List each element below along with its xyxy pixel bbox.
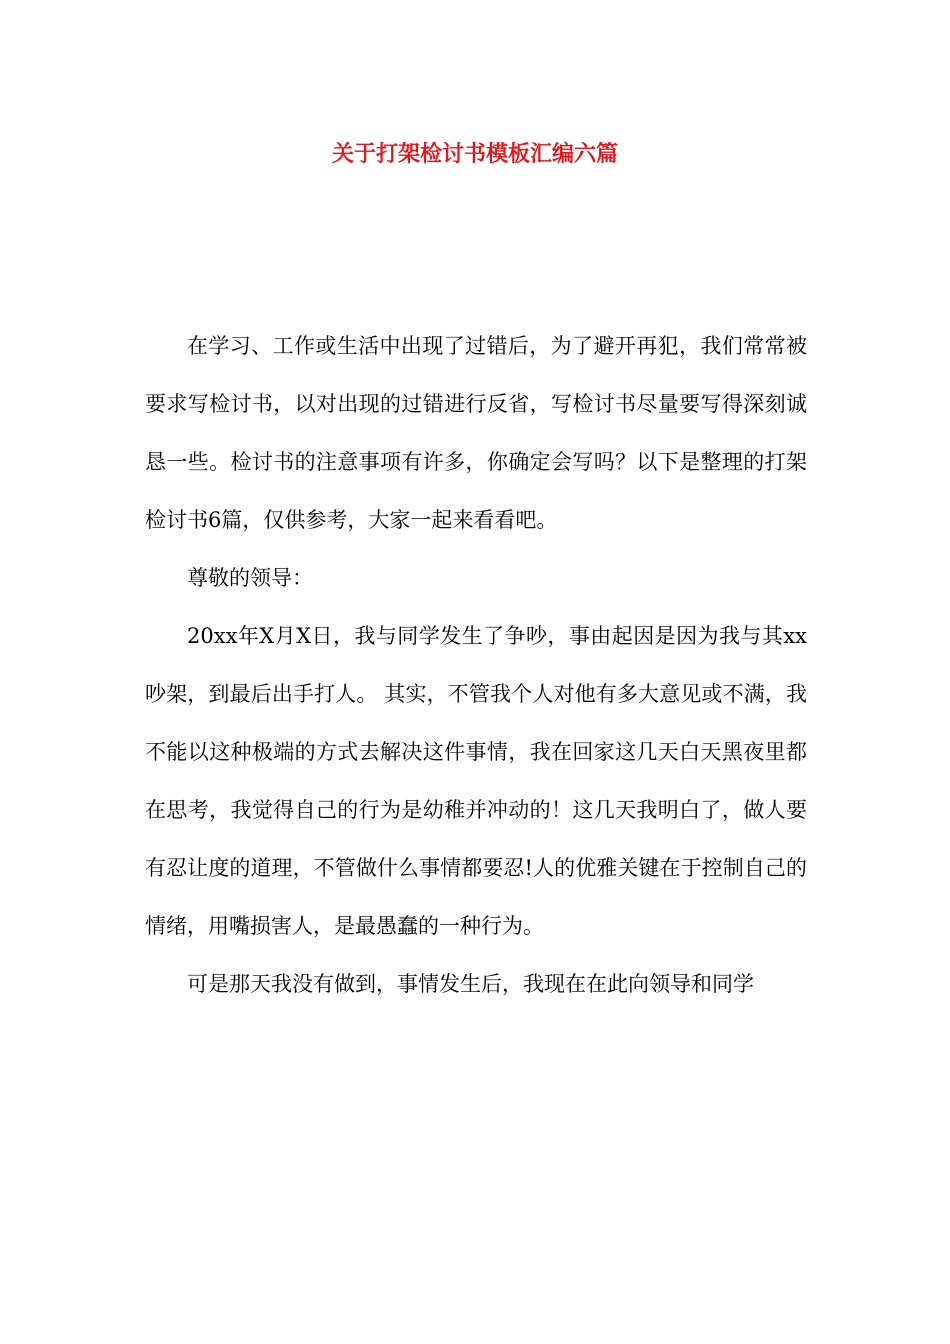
intro-paragraph: 在学习、工作或生活中出现了过错后，为了避开再犯，我们常常被要求写检讨书，以对出现的过错进行反省，写检讨书尽量要写得深刻诚恳一些。检讨书的注意事项有许多，你确定会写吗？以下是整理的打架检讨书6篇，仅供参考，大家一起来看看吧。 [145,334,807,532]
document-body [145,317,807,1013]
body-paragraph-continued: 可是那天我没有做到，事情发生后，我现在在此向领导和同学 [187,972,754,996]
document-title: 关于打架检讨书模板汇编六篇 [331,141,618,167]
body-paragraph: 20xx年X月X日，我与同学发生了争吵，事由起因是因为我与其xx吵架，到最后出手打人。 其实，不管我个人对他有多大意见或不满，我不能以这种极端的方式去解决这件事情，我在回家这几天白天黑夜里都在思考，我觉得自己的行为是幼稚并冲动的！这几天我明白了，做人要有忍让度的道理，不管做什么事情都要忍!人的优雅关键在于控制自己的情绪，用嘴损害人，是最愚蠢的一种行为。 [145,624,807,938]
salutation-paragraph: 尊敬的领导： [187,566,313,590]
